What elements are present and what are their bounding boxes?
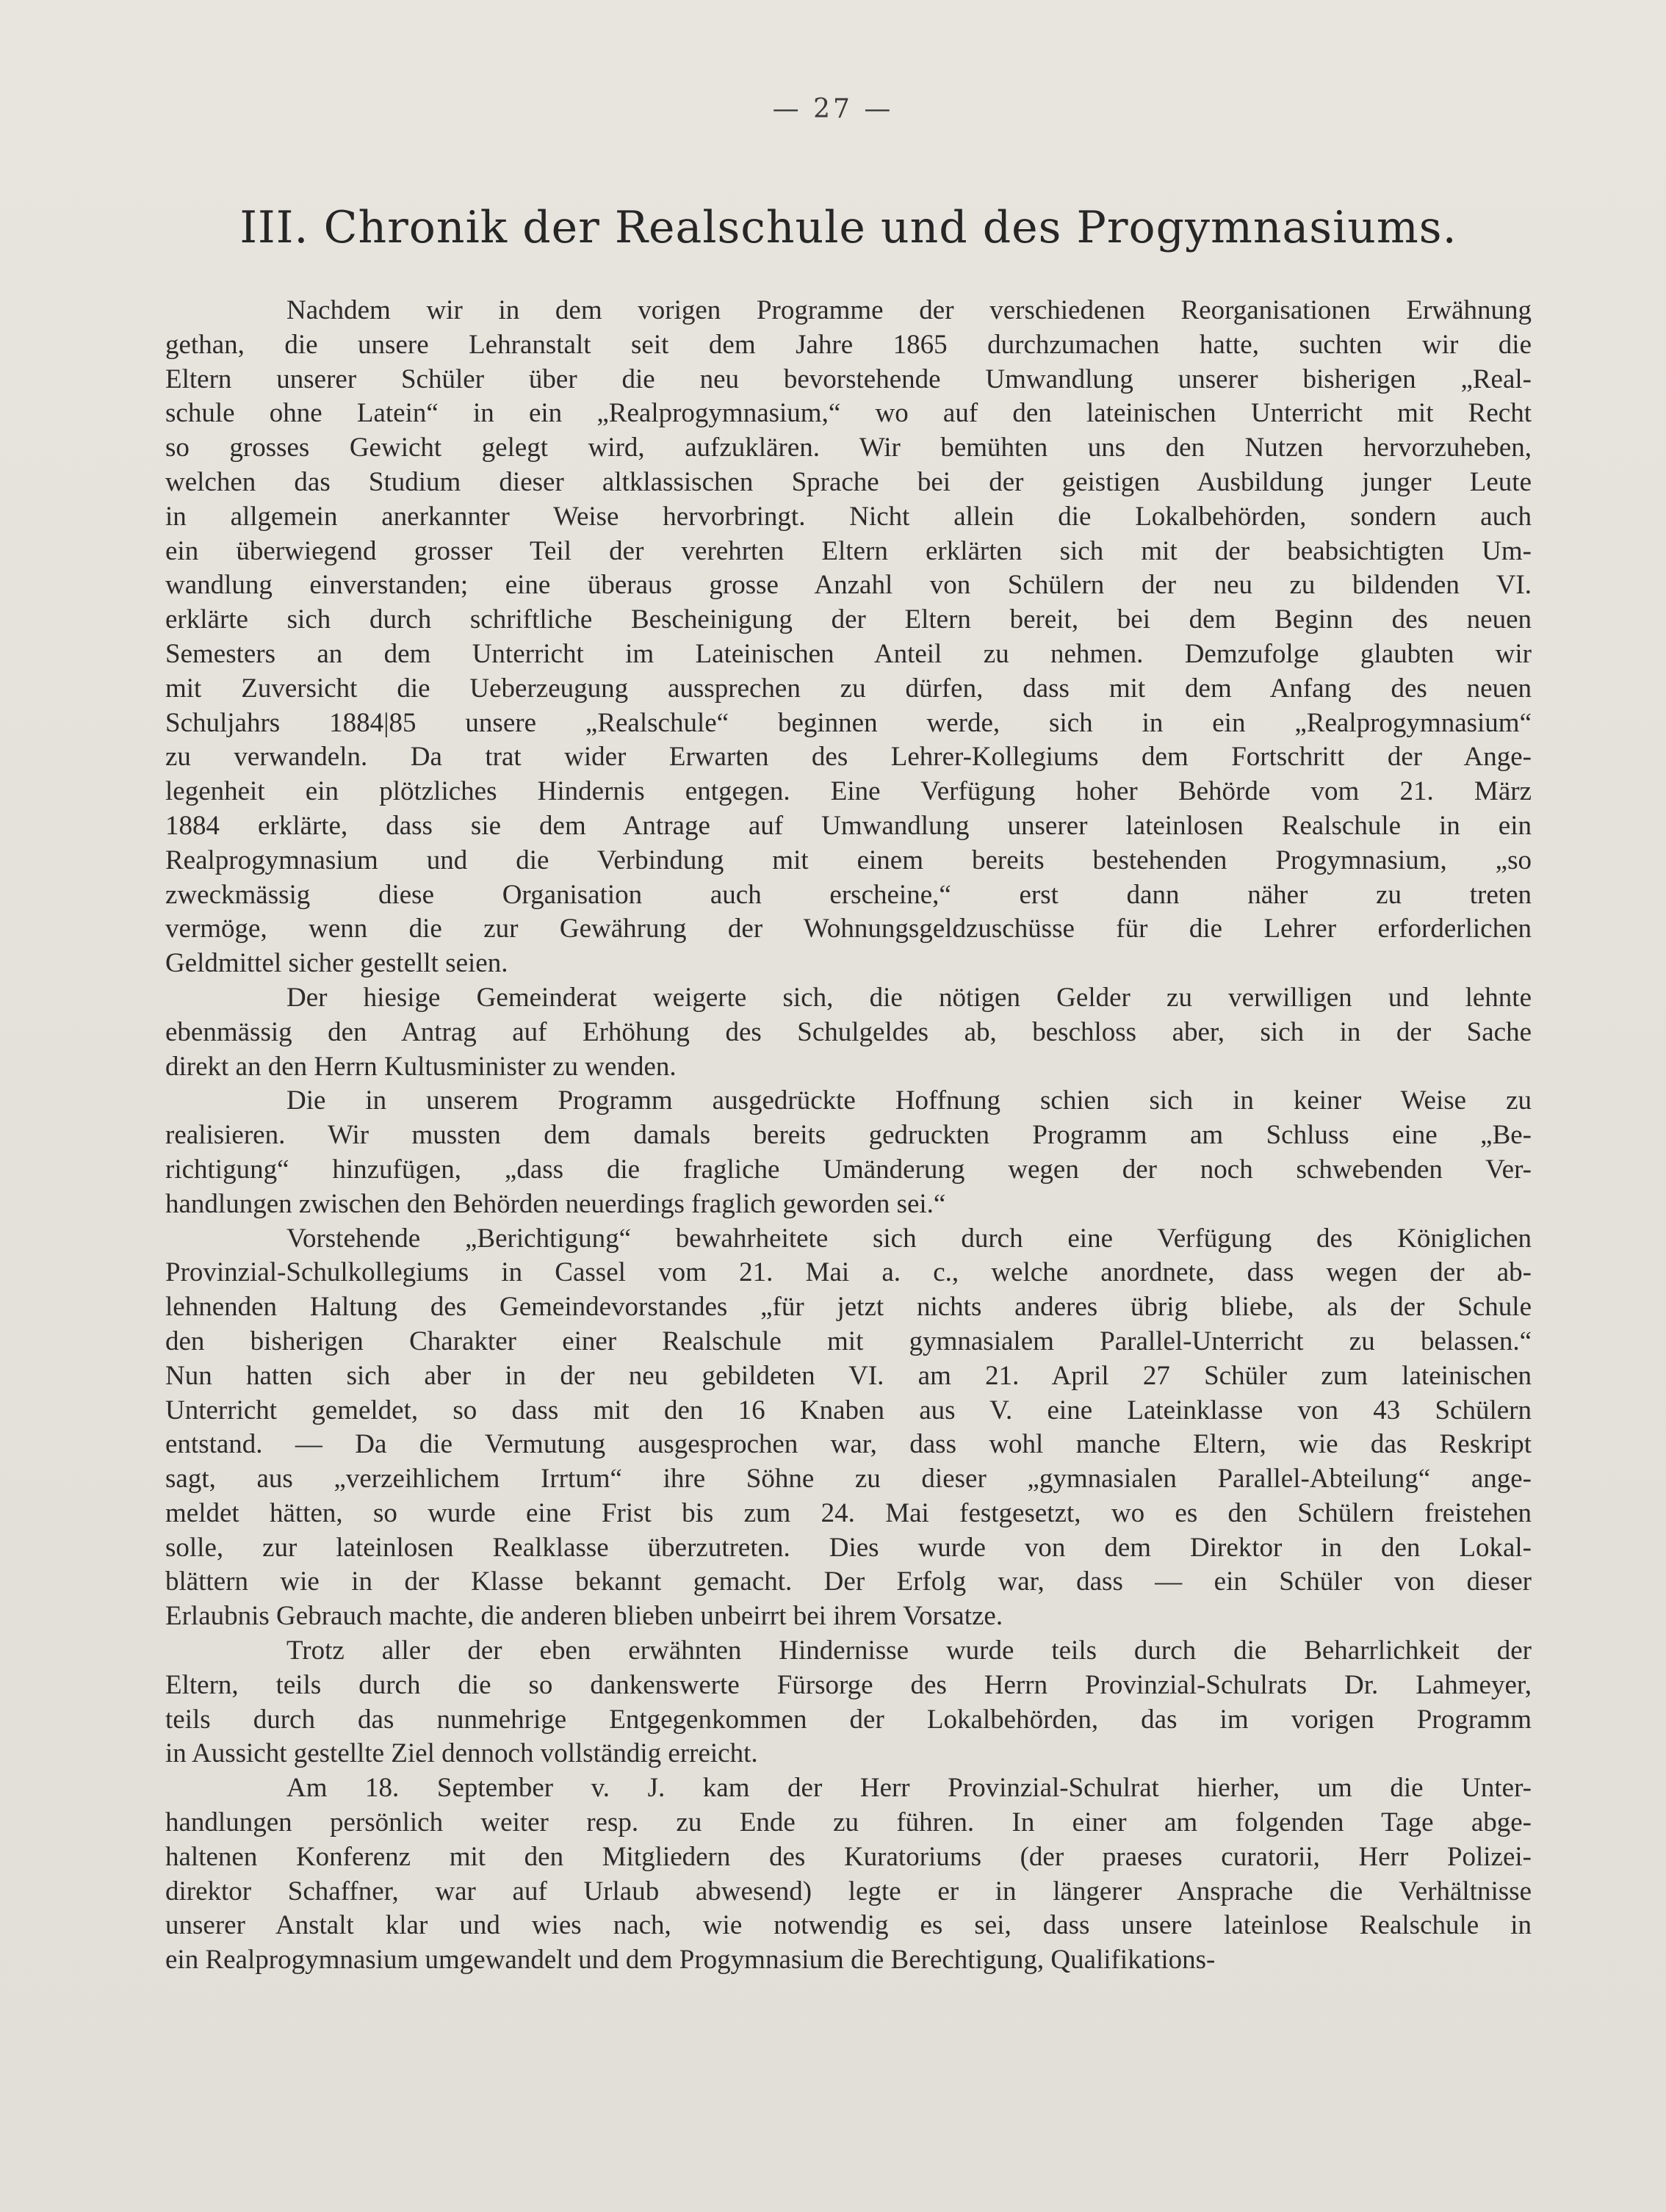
text-line: Erlaubnis Gebrauch machte, die anderen blieben unbeirrt bei ihrem Vorsatze. <box>165 1601 1003 1632</box>
text-line: ein Realprogymnasium umgewandelt und dem Progymnasium die Berechtigung, Qualifikations- <box>165 1945 1216 1976</box>
text-line: schule ohne Latein“ in ein „Realprogymnasium,“ wo auf den lateinischen Unterricht mit Recht <box>165 398 1532 429</box>
body-text <box>165 294 1532 1978</box>
text-line: mit Zuversicht die Ueberzeugung aussprechen zu dürfen, dass mit dem Anfang des neuen <box>165 673 1532 704</box>
text-line: direkt an den Herrn Kultusminister zu wenden. <box>165 1051 677 1082</box>
text-line: Geldmittel sicher gestellt seien. <box>165 948 508 979</box>
text-line: vermöge, wenn die zur Gewährung der Wohnungsgeldzuschüsse für die Lehrer erforderlichen <box>165 914 1532 944</box>
text-line: solle, zur lateinlosen Realklasse überzutreten. Dies wurde von dem Direktor in den Lokal- <box>165 1532 1532 1563</box>
text-line: Semesters an dem Unterricht im Lateinischen Anteil zu nehmen. Demzufolge glaubten wir <box>165 638 1532 669</box>
page-number: — 27 — <box>772 94 894 124</box>
text-line: Die in unserem Programm ausgedrückte Hoffnung schien sich in keiner Weise zu <box>286 1085 1532 1116</box>
text-line: Unterricht gemeldet, so dass mit den 16 Knaben aus V. eine Lateinklasse von 43 Schülern <box>165 1395 1532 1425</box>
text-line: blättern wie in der Klasse bekannt gemacht. Der Erfolg war, dass — ein Schüler von dieser <box>165 1566 1532 1597</box>
text-line: handlungen persönlich weiter resp. zu Ende zu führen. In einer am folgenden Tage abge- <box>165 1807 1532 1838</box>
text-line: wandlung einverstanden; eine überaus grosse Anzahl von Schülern der neu zu bildenden VI. <box>165 570 1532 601</box>
text-line: Trotz aller der eben erwähnten Hindernisse wurde teils durch die Beharrlichkeit der <box>286 1635 1532 1666</box>
text-line: ein überwiegend grosser Teil der verehrten Eltern erklärten sich mit der beabsichtigten Um- <box>165 535 1532 566</box>
text-line: zu verwandeln. Da trat wider Erwarten des Lehrer-Kollegiums dem Fortschritt der Ange- <box>165 742 1532 773</box>
text-line: lehnenden Haltung des Gemeindevorstandes „für jetzt nichts anderes übrig bliebe, als der Schule <box>165 1292 1532 1323</box>
text-line: Am 18. September v. J. kam der Herr Provinzial-Schulrat hierher, um die Unter- <box>286 1773 1532 1804</box>
text-line: Provinzial-Schulkollegiums in Cassel vom 21. Mai a. c., welche anordnete, dass wegen der ab- <box>165 1257 1532 1288</box>
text-line: entstand. — Da die Vermutung ausgesprochen war, dass wohl manche Eltern, wie das Reskript <box>165 1429 1532 1460</box>
text-line: realisieren. Wir mussten dem damals bereits gedruckten Programm am Schluss eine „Be- <box>165 1120 1532 1151</box>
paragraph-1 <box>165 294 1532 981</box>
text-line: Eltern, teils durch die so dankenswerte Fürsorge des Herrn Provinzial-Schulrats Dr. Lahmeyer, <box>165 1669 1532 1700</box>
paragraph-4 <box>165 1222 1532 1635</box>
text-line: meldet hätten, so wurde eine Frist bis zum 24. Mai festgesetzt, wo es den Schülern freistehen <box>165 1497 1532 1528</box>
text-line: in allgemein anerkannter Weise hervorbringt. Nicht allein die Lokalbehörden, sondern auch <box>165 501 1532 532</box>
text-line: Nun hatten sich aber in der neu gebildeten VI. am 21. April 27 Schüler zum lateinischen <box>165 1360 1532 1391</box>
text-line: zweckmässig diese Organisation auch erscheine,“ erst dann näher zu treten <box>165 879 1532 910</box>
text-line: direktor Schaffner, war auf Urlaub abwesend) legte er in längerer Ansprache die Verhältnisse <box>165 1876 1532 1906</box>
paragraph-2 <box>165 981 1532 1084</box>
text-line: sagt, aus „verzeihlichem Irrtum“ ihre Söhne zu dieser „gymnasialen Parallel-Abteilung“ ange- <box>165 1464 1532 1494</box>
text-line: den bisherigen Charakter einer Realschule mit gymnasialem Parallel-Unterricht zu belassen.“ <box>165 1326 1532 1356</box>
text-line: 1884 erklärte, dass sie dem Antrage auf Umwandlung unserer lateinlosen Realschule in ein <box>165 810 1532 841</box>
text-line: Der hiesige Gemeinderat weigerte sich, die nötigen Gelder zu verwilligen und lehnte <box>286 982 1532 1013</box>
text-line: unserer Anstalt klar und wies nach, wie notwendig es sei, dass unsere lateinlose Realschule in <box>165 1910 1532 1941</box>
text-line: Schuljahrs 1884|85 unsere „Realschule“ beginnen werde, sich in ein „Realprogymnasium“ <box>165 707 1532 738</box>
text-line: richtigung“ hinzufügen, „dass die fragliche Umänderung wegen der noch schwebenden Ver- <box>165 1154 1532 1185</box>
text-line: ebenmässig den Antrag auf Erhöhung des Schulgeldes ab, beschloss aber, sich in der Sache <box>165 1016 1532 1047</box>
text-line: Vorstehende „Berichtigung“ bewahrheitete sich durch eine Verfügung des Königlichen <box>286 1223 1532 1254</box>
section-heading: III. Chronik der Realschule und des Progymnasiums. <box>239 202 1457 253</box>
text-line: haltenen Konferenz mit den Mitgliedern des Kuratoriums (der praeses curatorii, Herr Polizei- <box>165 1841 1532 1872</box>
text-line: Realprogymnasium und die Verbindung mit einem bereits bestehenden Progymnasium, „so <box>165 845 1532 875</box>
text-line: gethan, die unsere Lehranstalt seit dem Jahre 1865 durchzumachen hatte, suchten wir die <box>165 329 1532 360</box>
text-line: welchen das Studium dieser altklassischen Sprache bei der geistigen Ausbildung junger Leute <box>165 466 1532 497</box>
text-line: so grosses Gewicht gelegt wird, aufzuklären. Wir bemühten uns den Nutzen hervorzuheben, <box>165 433 1532 463</box>
text-line: legenheit ein plötzliches Hindernis entgegen. Eine Verfügung hoher Behörde vom 21. März <box>165 776 1532 807</box>
paragraph-6 <box>165 1771 1532 1978</box>
text-line: Nachdem wir in dem vorigen Programme der verschiedenen Reorganisationen Erwähnung <box>286 295 1532 325</box>
text-line: Eltern unserer Schüler über die neu bevorstehende Umwandlung unserer bisherigen „Real- <box>165 364 1532 394</box>
text-line: handlungen zwischen den Behörden neuerdings fraglich geworden sei.“ <box>165 1188 946 1219</box>
paragraph-3 <box>165 1084 1532 1221</box>
text-line: in Aussicht gestellte Ziel dennoch vollständig erreicht. <box>165 1738 758 1769</box>
text-line: erklärte sich durch schriftliche Bescheinigung der Eltern bereit, bei dem Beginn des neuen <box>165 604 1532 635</box>
text-line: teils durch das nunmehrige Entgegenkommen der Lokalbehörden, das im vorigen Programm <box>165 1704 1532 1735</box>
paragraph-5 <box>165 1634 1532 1771</box>
